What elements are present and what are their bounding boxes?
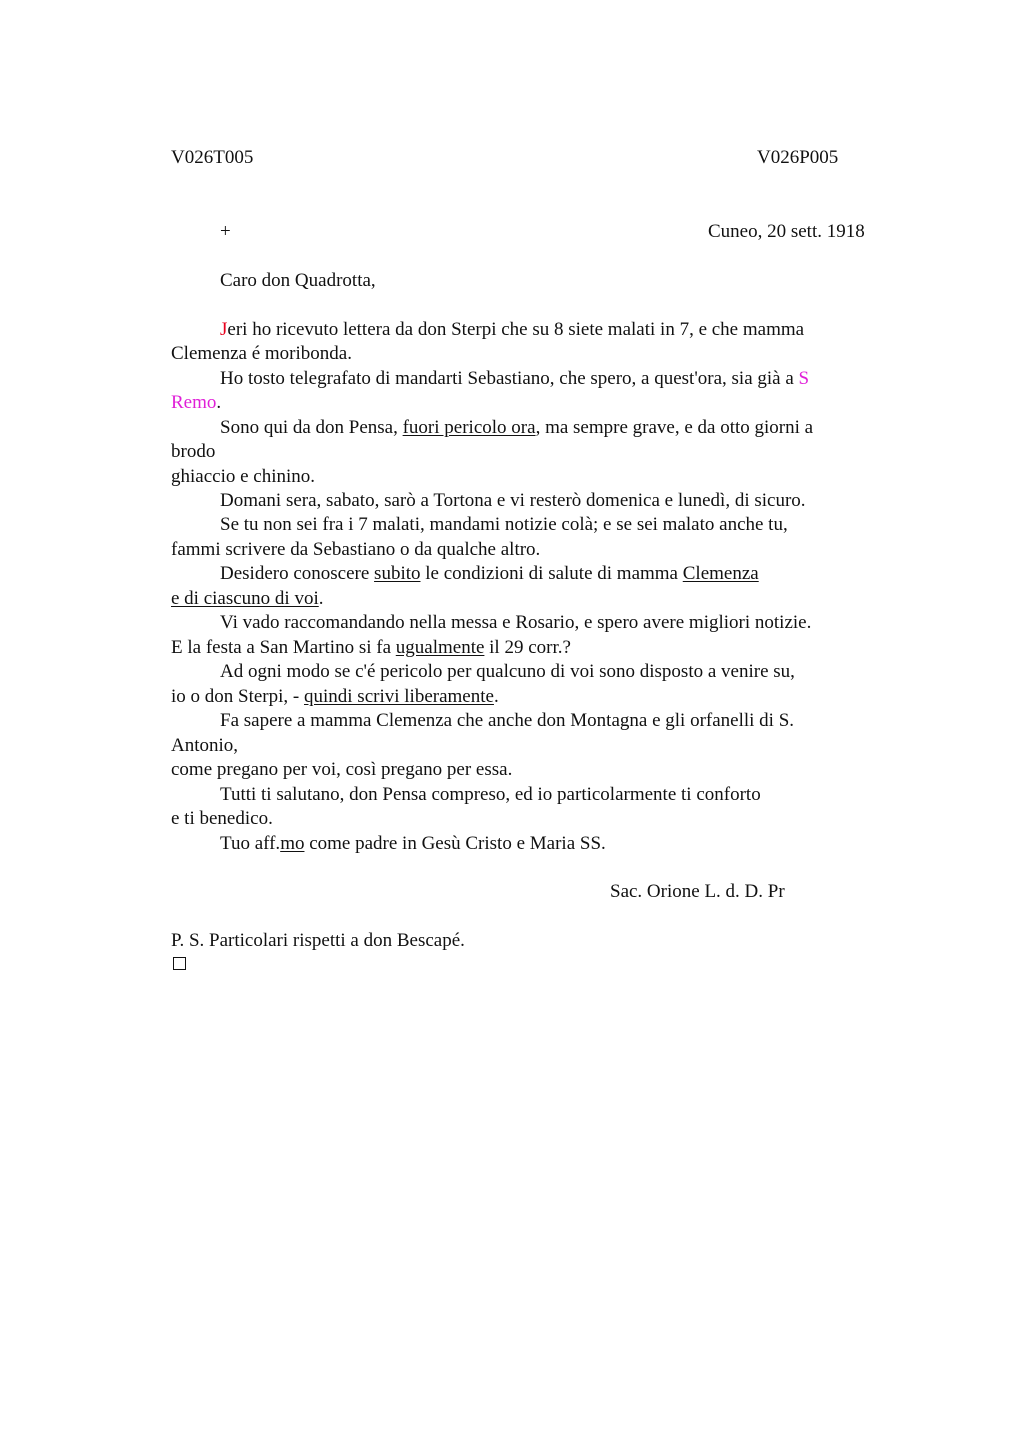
place-date: Cuneo, 20 sett. 1918 [708, 221, 865, 242]
letter-line: Ad ogni modo se c'é pericolo per qualcuno di voi sono disposto a venire su, [220, 661, 795, 682]
signature: Sac. Orione L. d. D. Pr [610, 881, 785, 902]
letter-line: brodo [171, 441, 216, 462]
underlined-text: quindi scrivi liberamente [304, 686, 494, 707]
letter-line: fammi scrivere da Sebastiano o da qualche altro. [171, 539, 541, 560]
letter-line: come pregano per voi, così pregano per essa. [171, 759, 513, 780]
place-name-highlight: S [798, 368, 810, 389]
letter-line: Desidero conoscere subito le condizioni di salute di mamma Clemenza [220, 563, 759, 584]
letter-line: Jeri ho ricevuto lettera da don Sterpi che su 8 siete malati in 7, e che mamma [220, 319, 805, 340]
postscript: P. S. Particolari rispetti a don Bescapé. [171, 930, 465, 951]
letter-line: Vi vado raccomandando nella messa e Rosario, e spero avere migliori notizie. [220, 612, 812, 633]
letter-line: Sono qui da don Pensa, fuori pericolo ora, ma sempre grave, e da otto giorni a [220, 417, 814, 438]
letter-line: e di ciascuno di voi. [171, 588, 324, 609]
underlined-text: ugualmente [395, 637, 485, 658]
document-code-right: V026P005 [757, 147, 839, 168]
place-name-highlight: Remo [171, 392, 217, 413]
letter-line: Se tu non sei fra i 7 malati, mandami notizie colà; e se sei malato anche tu, [220, 514, 788, 535]
underlined-text: e di ciascuno di voi [171, 588, 319, 609]
salutation: Caro don Quadrotta, [220, 270, 376, 291]
letter-line: E la festa a San Martino si fa ugualmente il 29 corr.? [171, 637, 571, 658]
letter-line: Remo. [171, 392, 222, 413]
letter-line: Clemenza é moribonda. [171, 343, 352, 364]
underlined-text: mo [280, 833, 305, 854]
closing-line: Tuo aff.mo come padre in Gesù Cristo e Maria SS. [220, 833, 606, 854]
letter-line: Antonio, [171, 735, 239, 756]
underlined-text: subito [374, 563, 421, 584]
letter-line: Tutti ti salutano, don Pensa compreso, ed io particolarmente ti conforto [220, 784, 761, 805]
underlined-text: fuori pericolo ora [402, 417, 536, 438]
initial-letter: J [220, 319, 228, 340]
underlined-text: Clemenza [682, 563, 759, 584]
letter-line: Fa sapere a mamma Clemenza che anche don Montagna e gli orfanelli di S. [220, 710, 795, 731]
cross-symbol: + [220, 221, 231, 242]
letter-line: Domani sera, sabato, sarò a Tortona e vi resterò domenica e lunedì, di sicuro. [220, 490, 806, 511]
letter-line: io o don Sterpi, - quindi scrivi liberamente. [171, 686, 499, 707]
end-square-icon [173, 957, 186, 970]
document-code-left: V026T005 [171, 147, 254, 168]
letter-line: ghiaccio e chinino. [171, 466, 316, 487]
letter-line: e ti benedico. [171, 808, 273, 829]
letter-line: Ho tosto telegrafato di mandarti Sebastiano, che spero, a quest'ora, sia già a S [220, 368, 810, 389]
